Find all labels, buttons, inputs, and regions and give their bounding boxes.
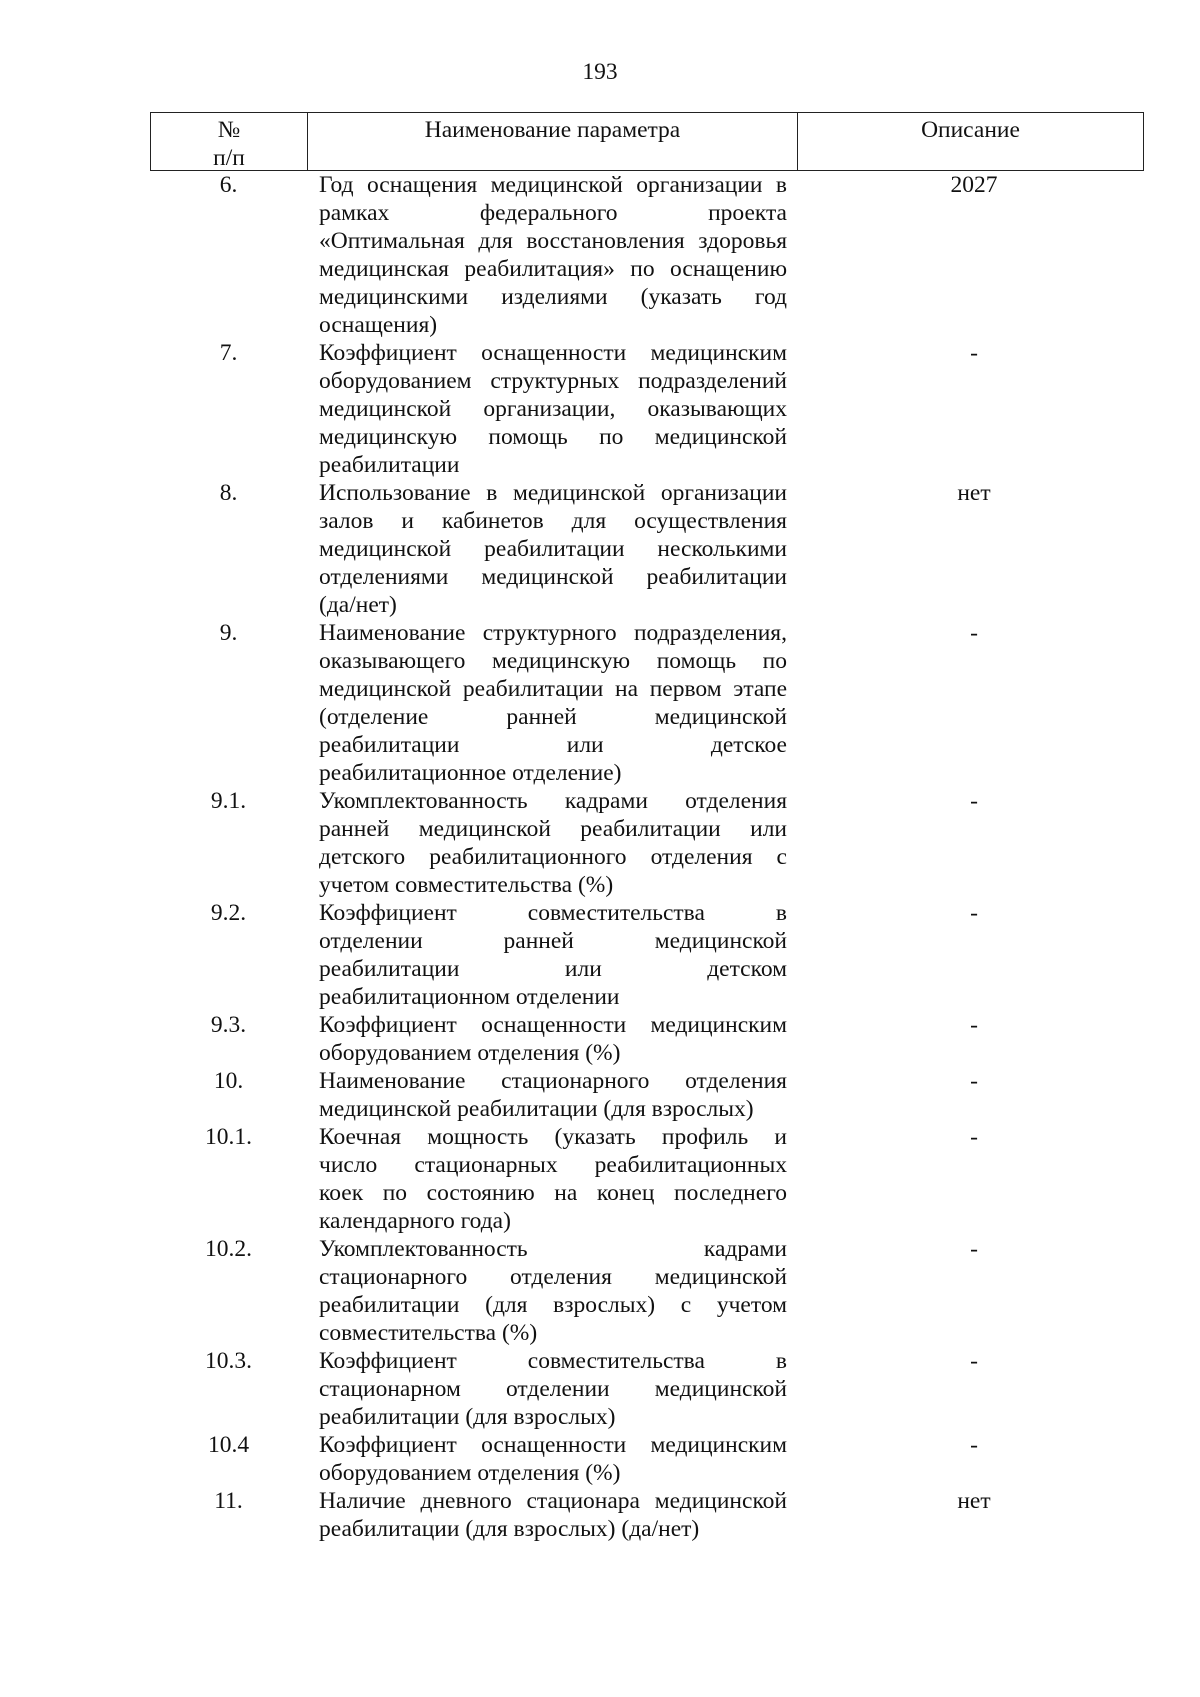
row-number: 10. <box>213 1068 244 1094</box>
header-number-column <box>151 113 308 170</box>
parameter-text-line: Год оснащения медицинской организации в <box>319 172 787 198</box>
row-description: - <box>970 1124 978 1150</box>
row-number: 10.2. <box>205 1236 252 1262</box>
parameter-text-line: реабилитационное отделение) <box>319 760 622 786</box>
parameter-text-line: Коэффициент оснащенности медицинским <box>319 1012 787 1038</box>
table-row <box>150 787 1144 899</box>
row-parameter-name <box>319 899 787 1011</box>
parameter-text-line: коек по состоянию на конец последнего <box>319 1180 787 1206</box>
row-number: 10.3. <box>205 1348 252 1374</box>
table-row <box>150 339 1144 479</box>
parameter-text-line: реабилитации (для взрослых) (да/нет) <box>319 1516 700 1542</box>
parameter-text-line: Наименование структурного подразделения, <box>319 620 787 646</box>
parameter-text-line: медицинскую помощь по медицинской <box>319 424 787 450</box>
parameter-text-line: стационарного отделения медицинской <box>319 1264 787 1290</box>
parameter-text-line: реабилитации (для взрослых) <box>319 1404 616 1430</box>
table-row <box>150 899 1144 1011</box>
row-number: 11. <box>214 1488 243 1514</box>
row-number: 6. <box>219 172 238 198</box>
header-description: Описание <box>921 117 1020 143</box>
parameter-text-line: реабилитации <box>319 452 460 478</box>
header-parameter-name: Наименование параметра <box>308 113 798 170</box>
row-description: - <box>970 1236 978 1262</box>
row-description: - <box>970 788 978 814</box>
table-row <box>150 479 1144 619</box>
table-row <box>150 1123 1144 1235</box>
row-number: 9.2. <box>210 900 247 926</box>
parameter-text-line: реабилитации (для взрослых) с учетом <box>319 1292 787 1318</box>
row-description: - <box>970 1068 978 1094</box>
row-description: - <box>970 620 978 646</box>
table-row <box>150 1067 1144 1123</box>
parameter-text-line: Наличие дневного стационара медицинской <box>319 1488 787 1514</box>
row-number: 9.3. <box>210 1012 247 1038</box>
row-number: 7. <box>219 340 238 366</box>
table-row <box>150 1431 1144 1487</box>
row-number: 10.4 <box>207 1432 250 1458</box>
row-description: - <box>970 900 978 926</box>
row-number: 9.1. <box>210 788 247 814</box>
parameter-text-line: Укомплектованность кадрами отделения <box>319 788 787 814</box>
table-row <box>150 1487 1144 1543</box>
row-description: нет <box>957 480 991 506</box>
parameter-text-line: оборудованием отделения (%) <box>319 1040 621 1066</box>
parameter-text-line: ранней медицинской реабилитации или <box>319 816 787 842</box>
parameter-text-line: Укомплектованность кадрами <box>319 1236 787 1262</box>
row-description: - <box>970 340 978 366</box>
table-row <box>150 619 1144 787</box>
table-row <box>150 1347 1144 1431</box>
parameter-text-line: Наименование стационарного отделения <box>319 1068 787 1094</box>
row-parameter-name <box>319 1235 787 1347</box>
parameter-text-line: медицинской реабилитации несколькими <box>319 536 787 562</box>
parameter-text-line: Коэффициент оснащенности медицинским <box>319 1432 787 1458</box>
parameter-text-line: стационарном отделении медицинской <box>319 1376 787 1402</box>
row-number: 8. <box>219 480 238 506</box>
table-body <box>150 171 1144 1543</box>
row-parameter-name <box>319 1487 787 1543</box>
table-row <box>150 171 1144 339</box>
parameter-text-line: (да/нет) <box>319 592 397 618</box>
parameter-text-line: залов и кабинетов для осуществления <box>319 508 787 534</box>
parameter-text-line: медицинской организации, оказывающих <box>319 396 787 422</box>
row-description: - <box>970 1432 978 1458</box>
row-parameter-name <box>319 1123 787 1235</box>
row-number: 9. <box>219 620 238 646</box>
row-description: - <box>970 1348 978 1374</box>
parameter-text-line: Коечная мощность (указать профиль и <box>319 1124 787 1150</box>
parameter-text-line: реабилитационном отделении <box>319 984 620 1010</box>
table-header <box>150 112 1144 171</box>
row-parameter-name <box>319 479 787 619</box>
row-parameter-name <box>319 619 787 787</box>
parameter-text-line: медицинской реабилитации на первом этапе <box>319 676 787 702</box>
row-parameter-name <box>319 171 787 339</box>
parameter-text-line: медицинской реабилитации (для взрослых) <box>319 1096 754 1122</box>
parameter-text-line: оснащения) <box>319 312 438 338</box>
row-description: - <box>970 1012 978 1038</box>
parameter-text-line: Использование в медицинской организации <box>319 480 787 506</box>
parameter-text-line: медицинская реабилитация» по оснащению <box>319 256 787 282</box>
parameter-text-line: реабилитации или детском <box>319 956 787 982</box>
parameter-text-line: «Оптимальная для восстановления здоровья <box>319 228 787 254</box>
parameter-text-line: оказывающего медицинскую помощь по <box>319 648 787 674</box>
row-parameter-name <box>319 1347 787 1431</box>
row-number: 10.1. <box>205 1124 252 1150</box>
header-number-abbrev: п/п <box>213 145 245 171</box>
row-parameter-name <box>319 339 787 479</box>
parameter-text-line: число стационарных реабилитационных <box>319 1152 787 1178</box>
parameter-text-line: рамках федерального проекта <box>319 200 787 226</box>
table-row <box>150 1235 1144 1347</box>
row-parameter-name <box>319 787 787 899</box>
parameter-text-line: медицинскими изделиями (указать год <box>319 284 787 310</box>
parameter-text-line: совместительства (%) <box>319 1320 538 1346</box>
parameter-text-line: Коэффициент совместительства в <box>319 1348 787 1374</box>
parameter-text-line: реабилитации или детское <box>319 732 787 758</box>
row-parameter-name <box>319 1011 787 1067</box>
parameter-text-line: (отделение ранней медицинской <box>319 704 787 730</box>
parameter-text-line: календарного года) <box>319 1208 511 1234</box>
parameter-text-line: оборудованием структурных подразделений <box>319 368 787 394</box>
header-number-symbol: № <box>217 117 241 143</box>
row-description: 2027 <box>950 172 998 198</box>
parameter-text-line: оборудованием отделения (%) <box>319 1460 621 1486</box>
table-row <box>150 1011 1144 1067</box>
row-parameter-name <box>319 1431 787 1487</box>
parameter-text-line: отделениями медицинской реабилитации <box>319 564 787 590</box>
row-parameter-name <box>319 1067 787 1123</box>
parameter-text-line: Коэффициент совместительства в <box>319 900 787 926</box>
parameter-text-line: отделении ранней медицинской <box>319 928 787 954</box>
parameter-text-line: учетом совместительства (%) <box>319 872 614 898</box>
parameter-text-line: детского реабилитационного отделения с <box>319 844 787 870</box>
row-description: нет <box>957 1488 991 1514</box>
page-number: 193 <box>582 59 618 85</box>
parameter-text-line: Коэффициент оснащенности медицинским <box>319 340 787 366</box>
